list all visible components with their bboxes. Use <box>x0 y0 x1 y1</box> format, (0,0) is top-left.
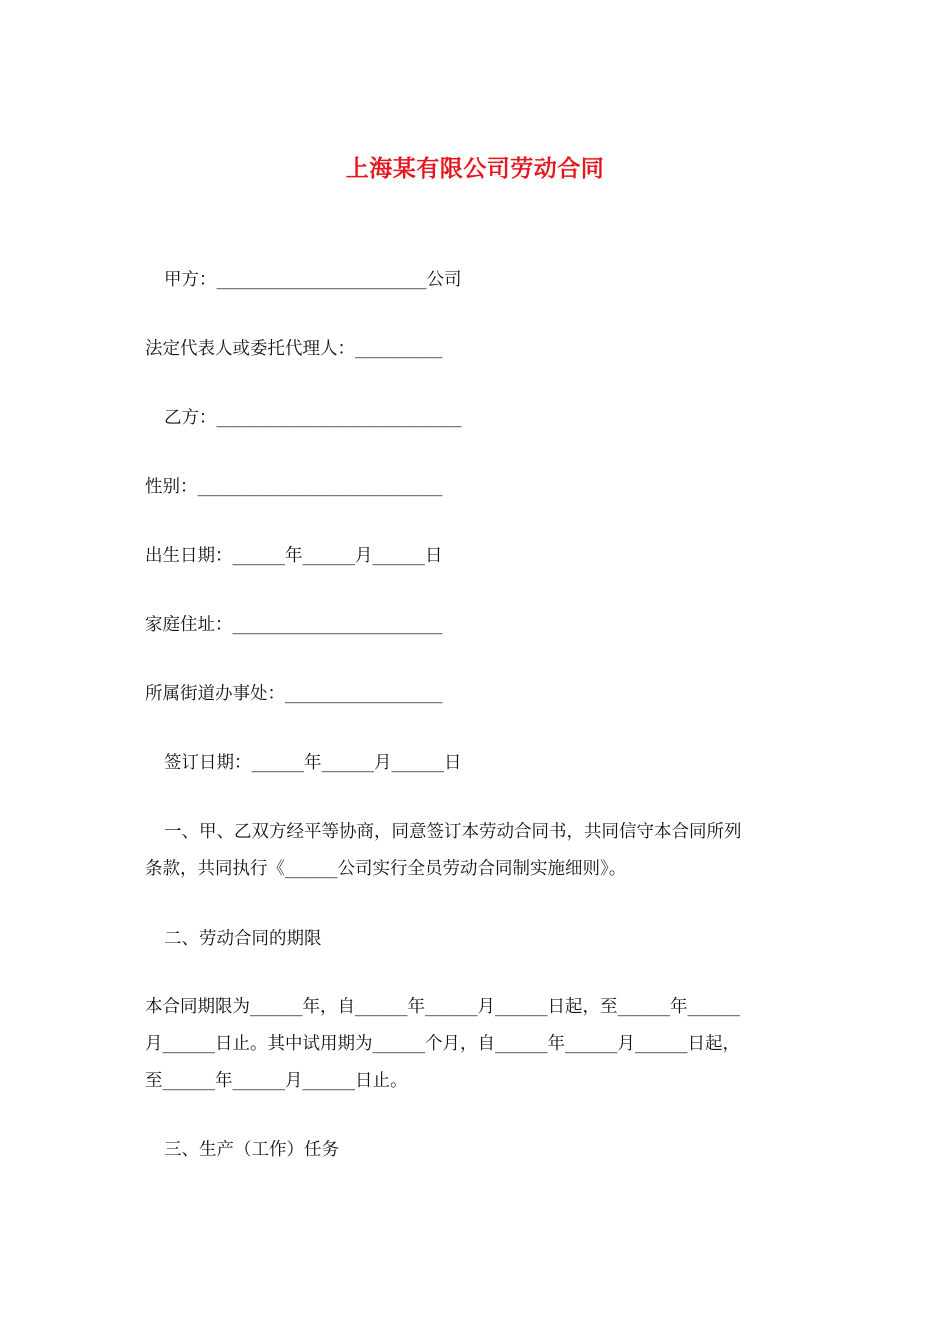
clause-2-line-1: 本合同期限为______年，自______年______月______日起，至______年______ <box>145 997 740 1017</box>
clause-2-heading: 二、劳动合同的期限 <box>164 929 322 949</box>
document-title: 上海某有限公司劳动合同 <box>345 155 605 182</box>
clause-2-line-3: 至______年______月______日止。 <box>145 1071 408 1091</box>
clause-3-heading: 三、生产（工作）任务 <box>164 1140 339 1160</box>
legal-representative-line: 法定代表人或委托代理人：__________ <box>145 339 443 359</box>
home-address-line: 家庭住址：________________________ <box>145 615 443 635</box>
gender-line: 性别：____________________________ <box>145 477 443 497</box>
clause-1-line-1: 一、甲、乙双方经平等协商，同意签订本劳动合同书，共同信守本合同所列 <box>164 822 742 842</box>
clause-1-line-2: 条款，共同执行《______公司实行全员劳动合同制实施细则》。 <box>145 859 627 879</box>
birth-date-line: 出生日期：______年______月______日 <box>145 546 443 566</box>
party-a-line: 甲方：________________________公司 <box>164 270 462 290</box>
street-office-line: 所属街道办事处：__________________ <box>145 684 443 704</box>
party-b-line: 乙方：____________________________ <box>164 408 462 428</box>
clause-2-line-2: 月______日止。其中试用期为______个月，自______年______月______日起， <box>145 1034 740 1054</box>
sign-date-line: 签订日期：______年______月______日 <box>164 753 462 773</box>
